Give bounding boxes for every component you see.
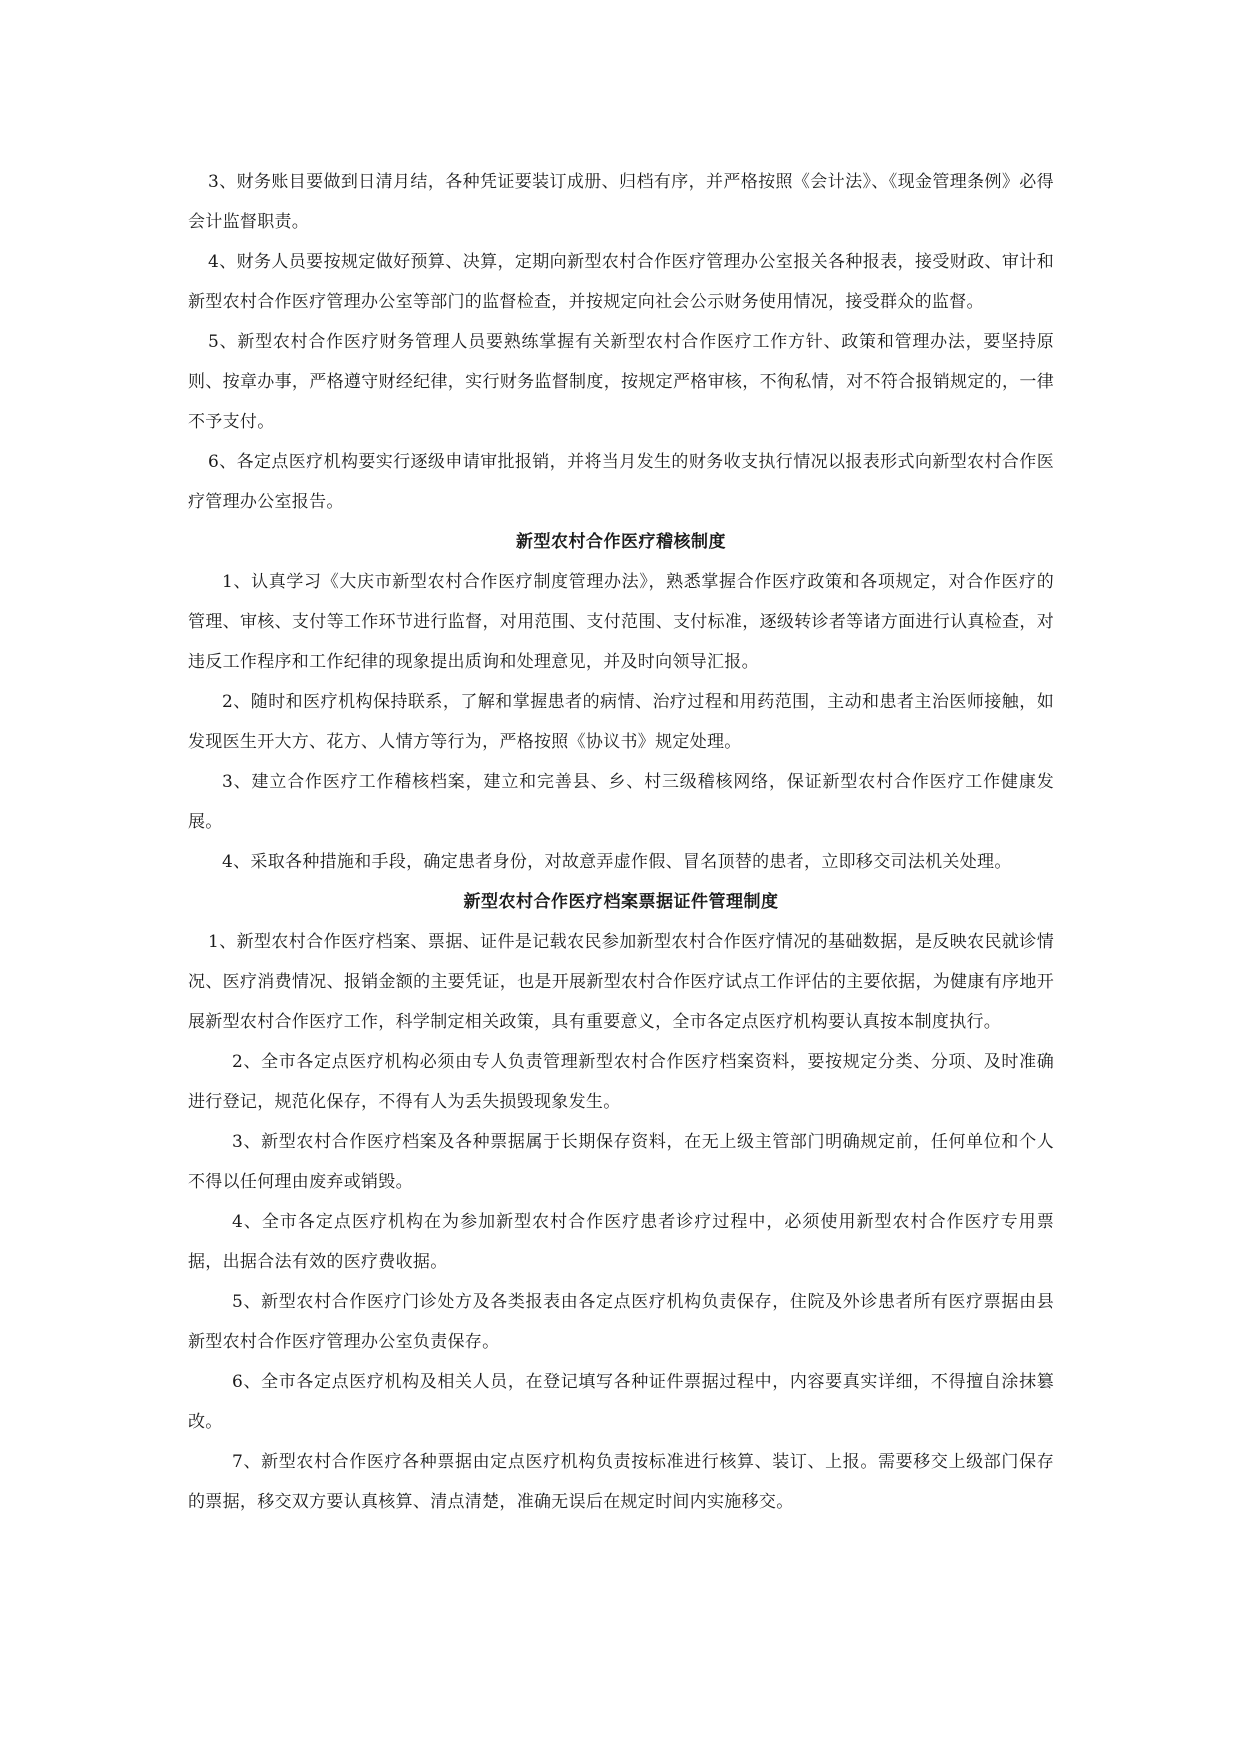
paragraph-audit-2: 2、随时和医疗机构保持联系，了解和掌握患者的病情、治疗过程和用药范围，主动和患者主治医师接触，如发现医生开大方、花方、人情方等行为，严格按照《协议书》规定处理。 xyxy=(188,692,1054,752)
section-title-audit: 新型农村合作医疗稽核制度 xyxy=(516,532,726,552)
paragraph-audit-4: 4、采取各种措施和手段，确定患者身份，对故意弄虚作假、冒名顶替的患者，立即移交司法机关处理。 xyxy=(222,852,1012,872)
paragraph-finance-4: 4、财务人员要按规定做好预算、决算，定期向新型农村合作医疗管理办公室报关各种报表，接受财政、审计和新型农村合作医疗管理办公室等部门的监督检查，并按规定向社会公示财务使用情况，接受群众的监督。 xyxy=(188,252,1054,312)
paragraph-audit-1: 1、认真学习《大庆市新型农村合作医疗制度管理办法》，熟悉掌握合作医疗政策和各项规定，对合作医疗的管理、审核、支付等工作环节进行监督，对用范围、支付范围、支付标准，逐级转诊者等诸方面进行认真检查，对违反工作程序和工作纪律的现象提出质询和处理意见，并及时向领导汇报。 xyxy=(188,572,1054,672)
document-page xyxy=(188,162,1054,1522)
paragraph-finance-6: 6、各定点医疗机构要实行逐级申请审批报销，并将当月发生的财务收支执行情况以报表形式向新型农村合作医疗管理办公室报告。 xyxy=(188,452,1054,512)
paragraph-archives-6: 6、全市各定点医疗机构及相关人员，在登记填写各种证件票据过程中，内容要真实详细，不得擅自涂抹篡改。 xyxy=(188,1372,1054,1432)
paragraph-audit-3: 3、建立合作医疗工作稽核档案，建立和完善县、乡、村三级稽核网络，保证新型农村合作医疗工作健康发展。 xyxy=(188,772,1054,832)
paragraph-archives-7: 7、新型农村合作医疗各种票据由定点医疗机构负责按标准进行核算、装订、上报。需要移交上级部门保存的票据，移交双方要认真核算、清点清楚，准确无误后在规定时间内实施移交。 xyxy=(188,1452,1054,1512)
paragraph-archives-2: 2、全市各定点医疗机构必须由专人负责管理新型农村合作医疗档案资料，要按规定分类、分项、及时准确进行登记，规范化保存，不得有人为丢失损毁现象发生。 xyxy=(188,1052,1054,1112)
paragraph-archives-4: 4、全市各定点医疗机构在为参加新型农村合作医疗患者诊疗过程中，必须使用新型农村合作医疗专用票据，出据合法有效的医疗费收据。 xyxy=(188,1212,1054,1272)
paragraph-archives-5: 5、新型农村合作医疗门诊处方及各类报表由各定点医疗机构负责保存，住院及外诊患者所有医疗票据由县新型农村合作医疗管理办公室负责保存。 xyxy=(188,1292,1054,1352)
paragraph-finance-5: 5、新型农村合作医疗财务管理人员要熟练掌握有关新型农村合作医疗工作方针、政策和管理办法，要坚持原则、按章办事，严格遵守财经纪律，实行财务监督制度，按规定严格审核，不徇私情，对不符合报销规定的，一律不予支付。 xyxy=(188,332,1054,432)
paragraph-finance-3: 3、财务账目要做到日清月结，各种凭证要装订成册、归档有序，并严格按照《会计法》、《现金管理条例》必得会计监督职责。 xyxy=(188,172,1054,232)
paragraph-archives-3: 3、新型农村合作医疗档案及各种票据属于长期保存资料，在无上级主管部门明确规定前，任何单位和个人不得以任何理由废弃或销毁。 xyxy=(188,1132,1054,1192)
section-title-archives: 新型农村合作医疗档案票据证件管理制度 xyxy=(463,892,779,912)
paragraph-archives-1: 1、新型农村合作医疗档案、票据、证件是记载农民参加新型农村合作医疗情况的基础数据，是反映农民就诊情况、医疗消费情况、报销金额的主要凭证，也是开展新型农村合作医疗试点工作评估的主要依据，为健康有序地开展新型农村合作医疗工作，科学制定相关政策，具有重要意义，全市各定点医疗机构要认真按本制度执行。 xyxy=(188,932,1054,1032)
